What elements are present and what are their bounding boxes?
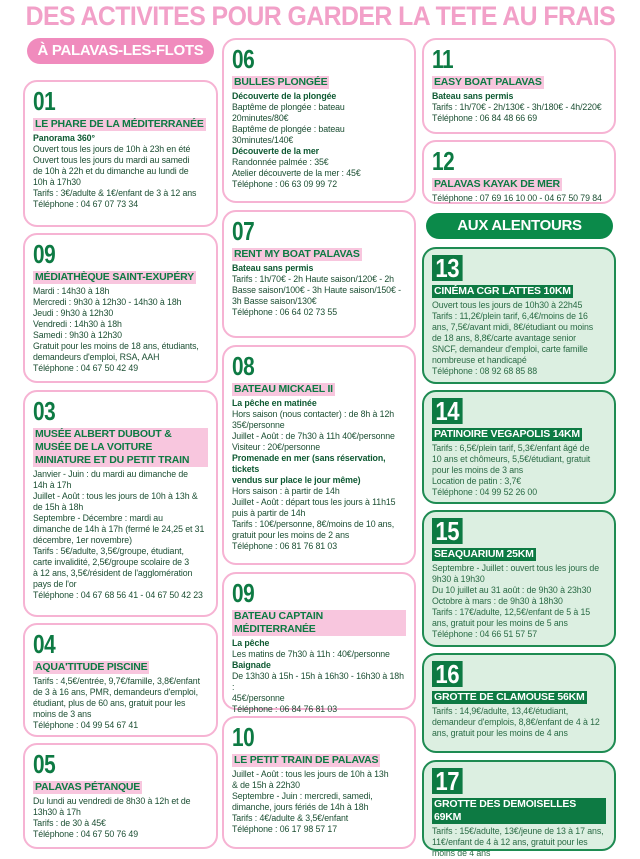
activity-number: 07 — [232, 216, 255, 246]
detail-line: Téléphone : 06 17 98 57 17 — [232, 824, 338, 834]
activity-number: 01 — [33, 86, 56, 116]
detail-line: Téléphone : 04 67 07 73 34 — [33, 199, 139, 209]
activity-number: 04 — [33, 629, 56, 659]
detail-line: 10 ans et chômeurs, 5,5€/étudiant, gratuit — [432, 454, 591, 464]
detail-line: 14h à 17h — [33, 480, 72, 490]
detail-line: Hors saison (nous contacter) : de 8h à 12h — [232, 409, 395, 419]
detail-line: dimanche, jours fériés de 14h à 18h — [232, 802, 369, 812]
detail-line: Juillet - Août : tous les jours de 10h à 13h & — [33, 491, 198, 501]
detail-line: Ouvert tous les jours de 10h à 23h en été — [33, 144, 191, 154]
activity-details — [33, 469, 208, 601]
activity-number: 17 — [432, 768, 463, 794]
detail-line: & de 15h à 22h30 — [232, 780, 300, 790]
activity-card-06 — [222, 38, 416, 203]
detail-line: demandeurs d'emploi, RSA, AAH — [33, 352, 160, 362]
detail-line: 10h à 17h30 — [33, 177, 81, 187]
detail-line: de 3 à 16 ans, PMR, demandeurs d'emploi, — [33, 687, 198, 697]
detail-line: Octobre à mars : de 9h30 à 18h30 — [432, 596, 563, 606]
activity-number: 09 — [232, 578, 255, 608]
detail-subheading: Panorama 360° — [33, 133, 95, 143]
activity-number: 05 — [33, 749, 56, 779]
detail-line: De 13h30 à 15h - 15h à 16h30 - 16h30 à 18h : — [232, 671, 404, 692]
detail-line: Septembre - Décembre : mardi au — [33, 513, 163, 523]
detail-line: Septembre - Juillet : ouvert tous les jours de — [432, 563, 600, 573]
detail-line: Atelier découverte de la mer : 45€ — [232, 168, 361, 178]
activity-details — [432, 443, 606, 498]
detail-line: Mardi : 14h30 à 18h — [33, 286, 110, 296]
activity-card-04 — [23, 623, 218, 737]
detail-line: Téléphone : 06 64 02 73 55 — [232, 307, 338, 317]
activity-card-09-mediatheque — [23, 233, 218, 383]
detail-line: Les matins de 7h30 à 11h : 40€/personne — [232, 649, 390, 659]
activity-card-10 — [222, 716, 416, 849]
detail-subheading: Bateau sans permis — [232, 263, 314, 273]
detail-line: décembre, 1er novembre) — [33, 535, 132, 545]
detail-line: pour les moins de 3 ans — [432, 465, 524, 475]
activity-name: LE PHARE DE LA MÉDITERRANÉE — [35, 118, 204, 130]
detail-line: gratuit pour les moins de 2 ans — [232, 530, 350, 540]
detail-line: Du lundi au vendredi de 8h30 à 12h et de — [33, 796, 191, 806]
detail-line: Jeudi : 9h30 à 12h30 — [33, 308, 114, 318]
detail-line: Visiteur : 20€/personne — [232, 442, 321, 452]
detail-line: Tarifs : 6,5€/plein tarif, 5,3€/enfant âgé de — [432, 443, 590, 453]
detail-line: Téléphone : 04 99 52 26 00 — [432, 487, 538, 497]
detail-subheading: Découverte de la mer — [232, 146, 319, 156]
detail-line: Tarifs : de 30 à 45€ — [33, 818, 106, 828]
activity-name: CINÉMA CGR LATTES 10KM — [434, 285, 571, 297]
detail-line: Juillet - Août : de 7h30 à 11h 40€/personne — [232, 431, 395, 441]
detail-line: Téléphone : 06 63 09 99 72 — [232, 179, 338, 189]
detail-line: SNCF, demandeur d'emploi, carte famille — [432, 344, 588, 354]
activity-details — [432, 563, 606, 640]
activity-name: PALAVAS PÉTANQUE — [35, 781, 141, 793]
detail-line: Téléphone : 04 67 50 76 49 — [33, 829, 139, 839]
activity-details — [232, 91, 406, 190]
detail-line: Tarifs : 14,9€/adulte, 13,4€/étudiant, — [432, 706, 569, 716]
detail-line: Téléphone : 06 81 76 81 03 — [232, 541, 338, 551]
detail-line: Tarifs : 1h/70€ - 2h/130€ - 3h/180€ - 4h/220€ — [432, 102, 602, 112]
detail-line: Téléphone : 06 84 48 66 69 — [432, 113, 538, 123]
activity-details — [232, 769, 406, 835]
activity-details — [432, 826, 606, 859]
detail-line: 3h Basse saison/130€ — [232, 296, 317, 306]
detail-line: Septembre - Juin : mercredi, samedi, — [232, 791, 373, 801]
activity-details — [33, 286, 208, 374]
activity-details — [432, 193, 606, 204]
activity-details — [432, 91, 606, 124]
detail-line: Mercredi : 9h30 à 12h30 - 14h30 à 18h — [33, 297, 182, 307]
detail-line: Gratuit pour les moins de 18 ans, étudiants, — [33, 341, 199, 351]
activity-name: PALAVAS KAYAK DE MER — [434, 178, 560, 190]
detail-line: 13h30 à 17h — [33, 807, 81, 817]
activity-name: MUSÉE ALBERT DUBOUT & MUSÉE DE LA VOITURE MINIATURE ET DU PETIT TRAIN — [33, 428, 208, 467]
activity-card-14 — [422, 390, 616, 504]
detail-line: 35€/personne — [232, 420, 285, 430]
detail-line: Téléphone : 04 67 50 42 49 — [33, 363, 139, 373]
activity-number: 08 — [232, 351, 255, 381]
activity-number: 16 — [432, 661, 463, 687]
activity-details — [432, 300, 606, 377]
activity-number: 11 — [432, 44, 454, 74]
detail-line: Ouvert tous les jours du mardi au samedi — [33, 155, 190, 165]
detail-line: Tarifs : 17€/adulte, 12,5€/enfant de 5 à 15 — [432, 607, 591, 617]
activity-details — [432, 706, 606, 739]
activity-number: 13 — [432, 255, 463, 281]
detail-line: Hors saison : à partir de 14h — [232, 486, 340, 496]
detail-line: 45€/personne — [232, 693, 285, 703]
activity-name: BATEAU MICKAEL II — [234, 383, 333, 395]
activity-name: GROTTE DES DEMOISELLES 69KM — [432, 798, 606, 824]
activity-name: PATINOIRE VEGAPOLIS 14KM — [434, 428, 580, 440]
detail-line: Téléphone : 06 84 76 81 03 — [232, 704, 338, 714]
detail-subheading: Baignade — [232, 660, 271, 670]
section-palavas-heading: À PALAVAS-LES-FLOTS — [27, 38, 214, 64]
page-title: DES ACTIVITES POUR GARDER LA TETE AU FRAIS — [25, 1, 616, 31]
activity-name: LE PETIT TRAIN DE PALAVAS — [234, 754, 379, 766]
activity-name: SEAQUARIUM 25KM — [434, 548, 534, 560]
detail-line: ans, gratuit pour les moins de 5 ans — [432, 618, 568, 628]
detail-line: 30minutes/140€ — [232, 135, 294, 145]
activity-card-16 — [422, 653, 616, 753]
detail-line: Juillet - Août : départ tous les jours à 11h15 — [232, 497, 396, 507]
detail-line: Ouvert tous les jours de 10h30 à 22h45 — [432, 300, 583, 310]
detail-line: Tarifs : 1h/70€ - 2h Haute saison/120€ - 2h — [232, 274, 394, 284]
activity-card-13 — [422, 247, 616, 384]
detail-line: carte invalidité, 2,5€/groupe scolaire de 3 — [33, 557, 190, 567]
activity-card-03 — [23, 390, 218, 617]
detail-line: étudiant, plus de 60 ans, gratuit pour les — [33, 698, 186, 708]
activity-card-11 — [422, 38, 616, 134]
detail-line: 9h30 à 19h30 — [432, 574, 485, 584]
activity-details — [232, 638, 406, 715]
detail-line: Baptême de plongée : bateau — [232, 102, 345, 112]
detail-line: Janvier - Juin : du mardi au dimanche de — [33, 469, 188, 479]
detail-line: Tarifs : 4,5€/entrée, 9,7€/famille, 3,8€/enfant — [33, 676, 200, 686]
activity-card-05 — [23, 743, 218, 849]
activity-number: 09 — [33, 239, 56, 269]
activity-card-08 — [222, 345, 416, 565]
detail-line: Téléphone : 08 92 68 85 88 — [432, 366, 538, 376]
activity-number: 12 — [432, 146, 455, 176]
activity-details — [232, 398, 406, 552]
detail-line: Téléphone : 07 69 16 10 00 - 04 67 50 79 84 — [432, 193, 602, 203]
detail-line: Tarifs : 11,2€/plein tarif, 6,4€/moins de 16 — [432, 311, 588, 321]
activity-name: EASY BOAT PALAVAS — [434, 76, 542, 88]
detail-subheading: Bateau sans permis — [432, 91, 514, 101]
detail-line: Téléphone : 04 66 51 57 57 — [432, 629, 538, 639]
activity-number: 15 — [432, 518, 463, 544]
detail-line: pays de l'or — [33, 579, 77, 589]
detail-line: Randonnée palmée : 35€ — [232, 157, 329, 167]
detail-line: à 12 ans, 3,5€/résident de l'agglomération — [33, 568, 193, 578]
detail-line: dimanche de 14h à 17h (fermé le 24,25 et 31 — [33, 524, 205, 534]
detail-line: puis à partir de 14h — [232, 508, 306, 518]
detail-line: de 18 ans, 8,8€/carte avantage senior — [432, 333, 576, 343]
detail-subheading: Promenade en mer (sans réservation, tickets — [232, 453, 386, 474]
detail-line: Téléphone : 04 99 54 67 41 — [33, 720, 139, 730]
activity-number: 14 — [432, 398, 463, 424]
detail-subheading: Découverte de la plongée — [232, 91, 337, 101]
activity-number: 06 — [232, 44, 255, 74]
detail-line: 11€/enfant de 4 à 12 ans, gratuit pour les — [432, 837, 588, 847]
detail-line: Vendredi : 14h30 à 18h — [33, 319, 122, 329]
activity-name: AQUA'TITUDE PISCINE — [35, 661, 148, 673]
detail-line: de 10h à 22h et du dimanche au lundi de — [33, 166, 189, 176]
detail-line: ans, 7,5€/avant midi, 8€/étudiant ou moins — [432, 322, 594, 332]
activity-name: BATEAU CAPTAIN MÉDITERRANÉE — [232, 610, 406, 636]
detail-subheading: vendus sur place le jour même) — [232, 475, 361, 485]
activity-card-17 — [422, 760, 616, 858]
detail-line: Téléphone : 04 67 68 56 41 - 04 67 50 42 23 — [33, 590, 203, 600]
detail-line: Juillet - Août : tous les jours de 10h à 13h — [232, 769, 389, 779]
detail-subheading: La pêche en matinée — [232, 398, 317, 408]
activity-card-07 — [222, 210, 416, 338]
detail-line: demandeur d'emplois, 8,8€/enfant de 4 à 12 — [432, 717, 600, 727]
detail-line: Du 10 juillet au 31 août : de 9h30 à 23h30 — [432, 585, 592, 595]
activity-card-15 — [422, 510, 616, 647]
detail-line: Location de patin : 3,7€ — [432, 476, 522, 486]
detail-line: moins de 3 ans — [33, 709, 92, 719]
detail-line: Tarifs : 5€/adulte, 3,5€/groupe, étudiant, — [33, 546, 184, 556]
detail-line: de 15h à 18h — [33, 502, 84, 512]
activity-number: 10 — [232, 722, 255, 752]
detail-line: Tarifs : 3€/adulte & 1€/enfant de 3 à 12 ans — [33, 188, 197, 198]
activity-details — [33, 133, 208, 210]
activity-name: GROTTE DE CLAMOUSE 56KM — [434, 691, 585, 703]
detail-line: moins de 4 ans — [432, 848, 491, 858]
activity-details — [33, 676, 208, 731]
section-alentours-heading: AUX ALENTOURS — [426, 213, 613, 239]
detail-line: Basse saison/100€ - 3h Haute saison/150€ - — [232, 285, 401, 295]
detail-line: Tarifs : 10€/personne, 8€/moins de 10 ans, — [232, 519, 395, 529]
detail-line: Tarifs : 4€/adulte & 3,5€/enfant — [232, 813, 349, 823]
activity-number: 03 — [33, 396, 56, 426]
activity-details — [33, 796, 208, 840]
detail-line: nombreuse et handicapé — [432, 355, 527, 365]
activity-name: MÉDIATHÈQUE SAINT-EXUPÉRY — [35, 271, 194, 283]
detail-line: Baptême de plongée : bateau — [232, 124, 345, 134]
activity-card-01 — [23, 80, 218, 227]
detail-line: ans, gratuit pour les moins de 4 ans — [432, 728, 568, 738]
activity-card-09-captain — [222, 572, 416, 714]
activity-name: RENT MY BOAT PALAVAS — [234, 248, 360, 260]
detail-line: 20minutes/80€ — [232, 113, 289, 123]
activity-name: BULLES PLONGÉE — [234, 76, 328, 88]
detail-line: Samedi : 9h30 à 12h30 — [33, 330, 122, 340]
detail-subheading: La pêche — [232, 638, 270, 648]
activity-details — [232, 263, 406, 318]
detail-line: Tarifs : 15€/adulte, 13€/jeune de 13 à 17 ans, — [432, 826, 604, 836]
activity-card-12 — [422, 140, 616, 204]
